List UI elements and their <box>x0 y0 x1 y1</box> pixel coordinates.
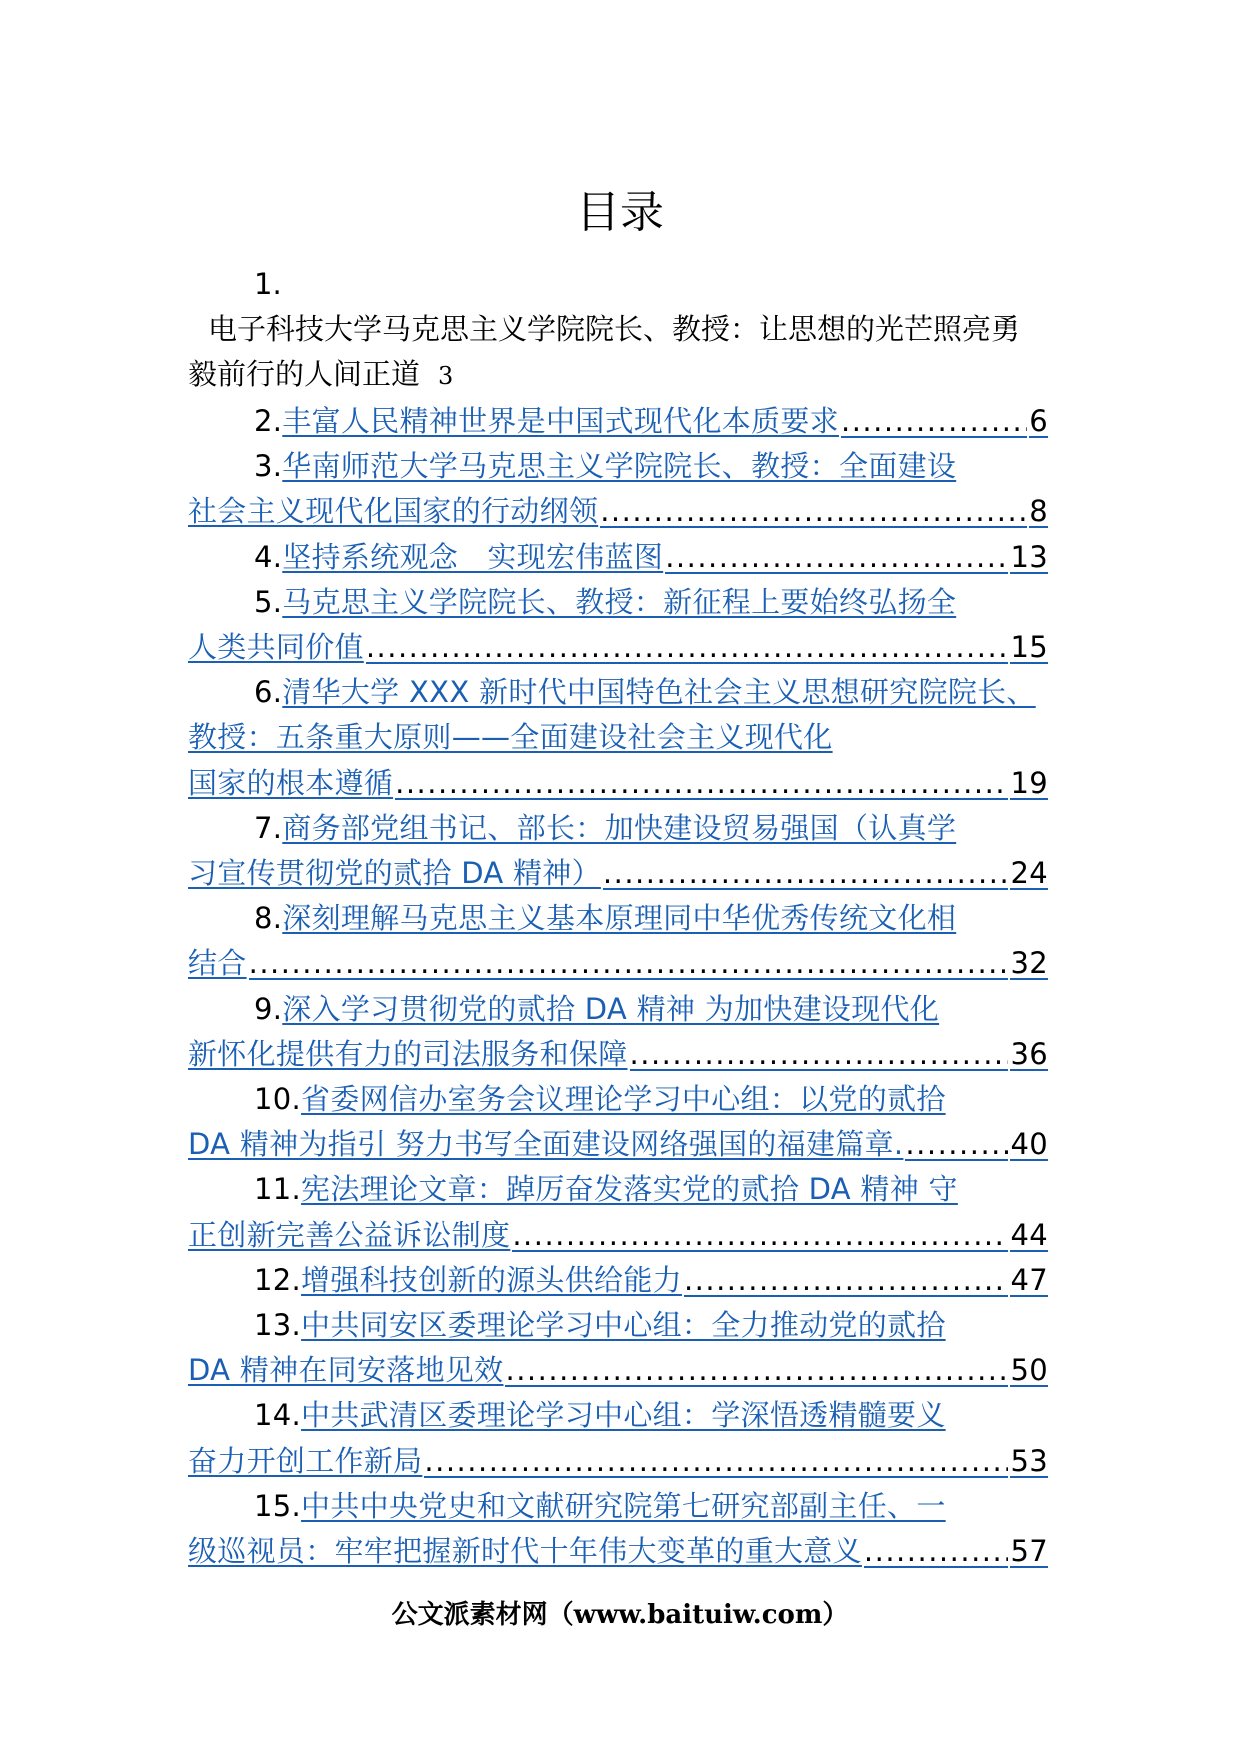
page-title: 目录 <box>576 187 664 238</box>
toc-entry[interactable] <box>188 896 1048 986</box>
toc-entry-link-continued[interactable]: 习宣传贯彻党的贰拾 DA 精神） <box>188 856 601 891</box>
toc-entry[interactable] <box>188 1393 1048 1483</box>
toc-entry-link[interactable]: 中共中央党史和文献研究院第七研究部副主任、一 <box>301 1488 946 1523</box>
leader-dots <box>505 1355 1008 1387</box>
toc-entry-page[interactable]: 53 <box>1010 1443 1048 1478</box>
leader-dots <box>424 1446 1008 1478</box>
leader-dots <box>603 858 1009 890</box>
toc-entry-page[interactable]: 13 <box>1010 539 1048 574</box>
toc-entry-link-continued[interactable]: 正创新完善公益诉讼制度 <box>188 1217 511 1252</box>
toc-entry-link-continued[interactable]: DA 精神在同安落地见效 <box>188 1353 504 1388</box>
toc-entry[interactable] <box>188 1077 1048 1167</box>
toc-entry-page[interactable]: 57 <box>1010 1534 1048 1569</box>
toc-entry-link[interactable]: 清华大学 XXX 新时代中国特色社会主义思想研究院院长、教授：五条重大原则——全面建设社会主义现代化 <box>188 675 1036 755</box>
toc-entry-link-continued[interactable]: 结合 <box>188 946 247 981</box>
leader-dots <box>395 768 1008 800</box>
leader-dots <box>366 632 1009 664</box>
toc-entry-link-continued[interactable]: 奋力开创工作新局 <box>188 1443 423 1478</box>
toc-entry-link[interactable]: 华南师范大学马克思主义学院院长、教授：全面建设 <box>282 449 957 484</box>
toc-entry[interactable] <box>188 399 1048 444</box>
leader-dots <box>905 1129 1008 1161</box>
toc-entry-number: 2. <box>254 404 283 438</box>
toc-entry[interactable] <box>188 1303 1048 1393</box>
toc-entry-link[interactable]: 中共同安区委理论学习中心组：全力推动党的贰拾 <box>301 1308 946 1343</box>
toc-entry-link-continued[interactable]: 新怀化提供有力的司法服务和保障 <box>188 1036 628 1071</box>
toc-entry-number: 7. <box>254 810 283 845</box>
footer-watermark: 公文派素材网（www.baituiw.com） <box>391 1600 849 1630</box>
toc-entry-link-continued[interactable]: 社会主义现代化国家的行动纲领 <box>188 494 599 529</box>
toc-entry-number: 9. <box>254 991 283 1026</box>
toc-entry-number: 10. <box>254 1082 302 1117</box>
toc-entry-1-page: 3 <box>438 362 454 390</box>
leader-dots <box>684 1265 1009 1297</box>
toc-entry-page[interactable]: 15 <box>1010 630 1048 665</box>
toc-entry-page[interactable]: 6 <box>1029 404 1048 438</box>
toc-entry-number: 11. <box>254 1172 302 1207</box>
toc-entry-page[interactable]: 24 <box>1010 856 1048 891</box>
toc-entry-page[interactable]: 40 <box>1010 1127 1048 1162</box>
toc-entry-page[interactable]: 8 <box>1029 494 1048 529</box>
toc-entry-number: 4. <box>254 539 283 574</box>
toc-entry[interactable] <box>188 806 1048 896</box>
toc-entry-page[interactable]: 19 <box>1010 765 1048 800</box>
toc-entry-1-title: 电子科技大学马克思主义学院院长、教授：让思想的光芒照亮勇毅前行的人间正道 <box>188 312 1021 391</box>
leader-dots <box>665 542 1008 574</box>
leader-dots <box>630 1039 1009 1071</box>
leader-dots <box>512 1220 1008 1252</box>
toc-entry-number: 8. <box>254 901 283 936</box>
toc-entry-link[interactable]: 商务部党组书记、部长：加快建设贸易强国（认真学 <box>282 810 957 845</box>
leader-dots <box>600 496 1027 528</box>
toc-entry-number: 6. <box>254 675 283 710</box>
toc-entry-link-continued[interactable]: 人类共同价值 <box>188 630 364 665</box>
toc-entry[interactable] <box>188 670 1048 806</box>
toc-entry-number: 12. <box>254 1262 302 1297</box>
toc-entry-page[interactable]: 47 <box>1010 1262 1048 1297</box>
toc-entry-link[interactable]: 马克思主义学院院长、教授：新征程上要始终弘扬全 <box>282 584 957 619</box>
toc-entry-link-continued[interactable]: DA 精神为指引 努力书写全面建设网络强国的福建篇章. <box>188 1127 904 1162</box>
toc-entry[interactable] <box>188 1167 1048 1257</box>
toc-entry-link[interactable]: 深入学习贯彻党的贰拾 DA 精神 为加快建设现代化 <box>282 991 940 1026</box>
toc-entry-link[interactable]: 省委网信办室务会议理论学习中心组：以党的贰拾 <box>301 1082 946 1117</box>
toc-entry-1-number: 1. <box>254 267 282 301</box>
toc-entry-link-continued[interactable]: 级巡视员：牢牢把握新时代十年伟大变革的重大意义 <box>188 1534 862 1569</box>
toc-entry-number: 15. <box>254 1488 302 1523</box>
toc-entry-page[interactable]: 36 <box>1010 1036 1048 1071</box>
toc-entry-number: 14. <box>254 1398 302 1433</box>
toc-entry-page[interactable]: 32 <box>1010 946 1048 981</box>
toc-entry-page[interactable]: 44 <box>1010 1217 1048 1252</box>
toc-entry-link[interactable]: 增强科技创新的源头供给能力 <box>301 1262 682 1297</box>
toc-entry-link[interactable]: 坚持系统观念 实现宏伟蓝图 <box>282 539 664 574</box>
toc-entry-page[interactable]: 50 <box>1010 1353 1048 1388</box>
leader-dots <box>841 406 1027 438</box>
toc-entry[interactable] <box>188 987 1048 1077</box>
toc-entry-number: 5. <box>254 584 283 619</box>
toc-entry-1[interactable] <box>188 307 1048 399</box>
leader-dots <box>864 1536 1009 1568</box>
toc-entry-link-continued[interactable]: 国家的根本遵循 <box>188 765 394 800</box>
toc-entry[interactable] <box>188 444 1048 534</box>
toc-entry-link[interactable]: 丰富人民精神世界是中国式现代化本质要求 <box>282 404 839 438</box>
toc-entry[interactable] <box>188 580 1048 670</box>
toc-entry[interactable] <box>188 535 1048 580</box>
toc-entry-link[interactable]: 宪法理论文章：踔厉奋发落实党的贰拾 DA 精神 守 <box>301 1172 958 1207</box>
leader-dots <box>249 948 1009 980</box>
table-of-contents <box>188 262 1048 1574</box>
toc-entry-number: 13. <box>254 1308 302 1343</box>
toc-entry-link[interactable]: 中共武清区委理论学习中心组：学深悟透精髓要义 <box>301 1398 946 1433</box>
toc-entry[interactable] <box>188 1484 1048 1574</box>
toc-entry-link[interactable]: 深刻理解马克思主义基本原理同中华优秀传统文化相 <box>282 901 957 936</box>
toc-entry[interactable] <box>188 1258 1048 1303</box>
toc-entry-number: 3. <box>254 449 283 484</box>
